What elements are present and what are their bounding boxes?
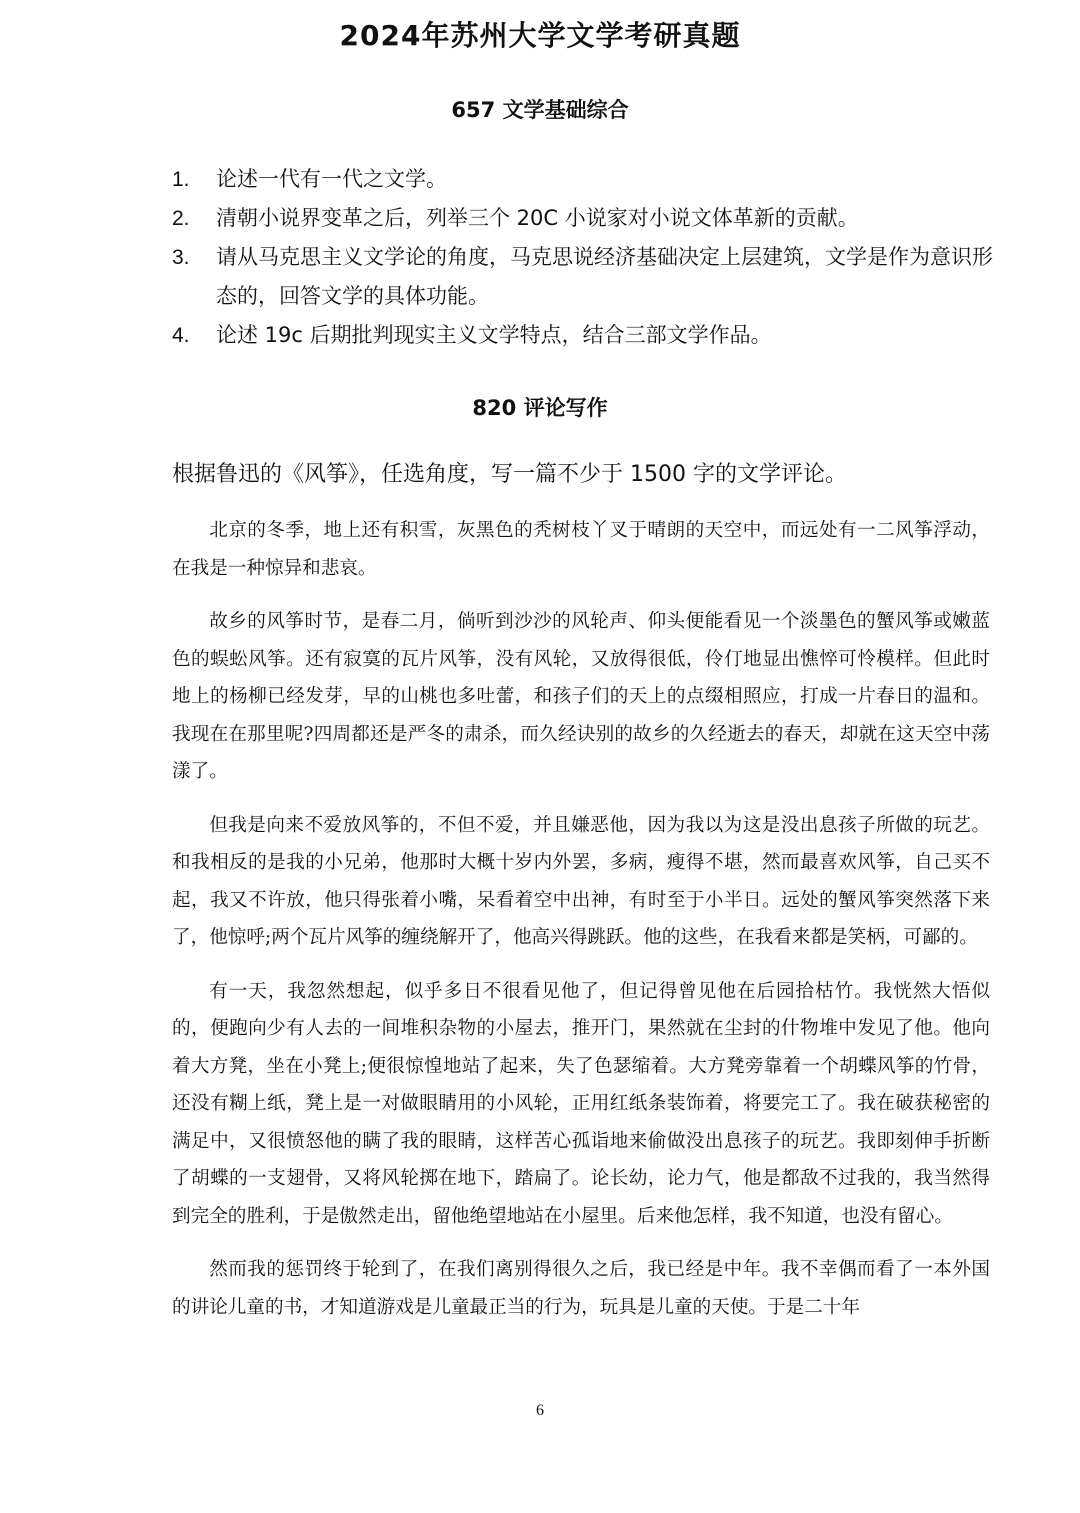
essay-paragraph: 北京的冬季，地上还有积雪，灰黑色的秃树枝丫叉于晴朗的天空中，而远处有一二风筝浮动，在我是一种惊异和悲哀。 bbox=[172, 520, 990, 579]
essay-prompt: 根据鲁迅的《风筝》，任选角度，写一篇不少于 1500 字的文学评论。 bbox=[172, 462, 847, 487]
section-title-820: 820 评论写作 bbox=[472, 396, 608, 420]
question-item bbox=[172, 199, 1002, 238]
question-text: 请从马克思主义文学论的角度，马克思说经济基础决定上层建筑，文学是作为意识形态的，回答文学的具体功能。 bbox=[216, 245, 993, 308]
question-number: 3. bbox=[172, 246, 190, 269]
essay-paragraph: 故乡的风筝时节，是春二月，倘听到沙沙的风轮声、仰头便能看见一个淡墨色的蟹风筝或嫩蓝色的蜈蚣风筝。还有寂寞的瓦片风筝，没有风轮，又放得很低，伶仃地显出憔悴可怜模样。但此时地上的杨柳已经发芽，早的山桃也多吐蕾，和孩子们的天上的点缀相照应，打成一片春日的温和。我现在在那里呢?四周都还是严冬的肃杀，而久经诀别的故乡的久经逝去的春天，却就在这天空中荡漾了。 bbox=[172, 611, 990, 782]
question-text: 论述 19c 后期批判现实主义文学特点，结合三部文学作品。 bbox=[216, 323, 772, 347]
document-title: 2024年苏州大学文学考研真题 bbox=[339, 19, 741, 52]
question-number: 1. bbox=[172, 168, 190, 191]
section-title-657: 657 文学基础综合 bbox=[451, 98, 629, 122]
question-item bbox=[172, 316, 1002, 355]
essay-paragraph: 有一天，我忽然想起，似乎多日不很看见他了，但记得曾见他在后园拾枯竹。我恍然大悟似的，便跑向少有人去的一间堆积杂物的小屋去，推开门，果然就在尘封的什物堆中发见了他。他向着大方凳，坐在小凳上;便很惊惶地站了起来，失了色瑟缩着。大方凳旁靠着一个胡蝶风筝的竹骨，还没有糊上纸，凳上是一对做眼睛用的小风轮，正用红纸条装饰着，将要完工了。我在破获秘密的满足中，又很愤怒他的瞒了我的眼睛，这样苦心孤诣地来偷做没出息孩子的玩艺。我即刻伸手折断了胡蝶的一支翅骨，又将风轮掷在地下，踏扁了。论长幼，论力气，他是都敌不过我的，我当然得到完全的胜利，于是傲然走出，留他绝望地站在小屋里。后来他怎样，我不知道，也没有留心。 bbox=[172, 980, 990, 1227]
question-text: 清朝小说界变革之后，列举三个 20C 小说家对小说文体革新的贡献。 bbox=[216, 206, 859, 230]
page-number: 6 bbox=[536, 1402, 544, 1419]
question-list bbox=[172, 160, 1002, 355]
question-number: 4. bbox=[172, 324, 190, 347]
essay-paragraph: 然而我的惩罚终于轮到了，在我们离别得很久之后，我已经是中年。我不幸偶而看了一本外国的讲论儿童的书，才知道游戏是儿童最正当的行为，玩具是儿童的天使。于是二十年 bbox=[172, 1259, 990, 1318]
essay-excerpt bbox=[172, 512, 990, 1342]
question-text: 论述一代有一代之文学。 bbox=[216, 167, 447, 191]
question-item bbox=[172, 160, 1002, 199]
question-number: 2. bbox=[172, 207, 190, 230]
question-item bbox=[172, 238, 1002, 316]
essay-paragraph: 但我是向来不爱放风筝的，不但不爱，并且嫌恶他，因为我以为这是没出息孩子所做的玩艺。和我相反的是我的小兄弟，他那时大概十岁内外罢，多病，瘦得不堪，然而最喜欢风筝，自己买不起，我又不许放，他只得张着小嘴，呆看着空中出神，有时至于小半日。远处的蟹风筝突然落下来了，他惊呼;两个瓦片风筝的缠绕解开了，他高兴得跳跃。他的这些，在我看来都是笑柄，可鄙的。 bbox=[172, 814, 990, 948]
